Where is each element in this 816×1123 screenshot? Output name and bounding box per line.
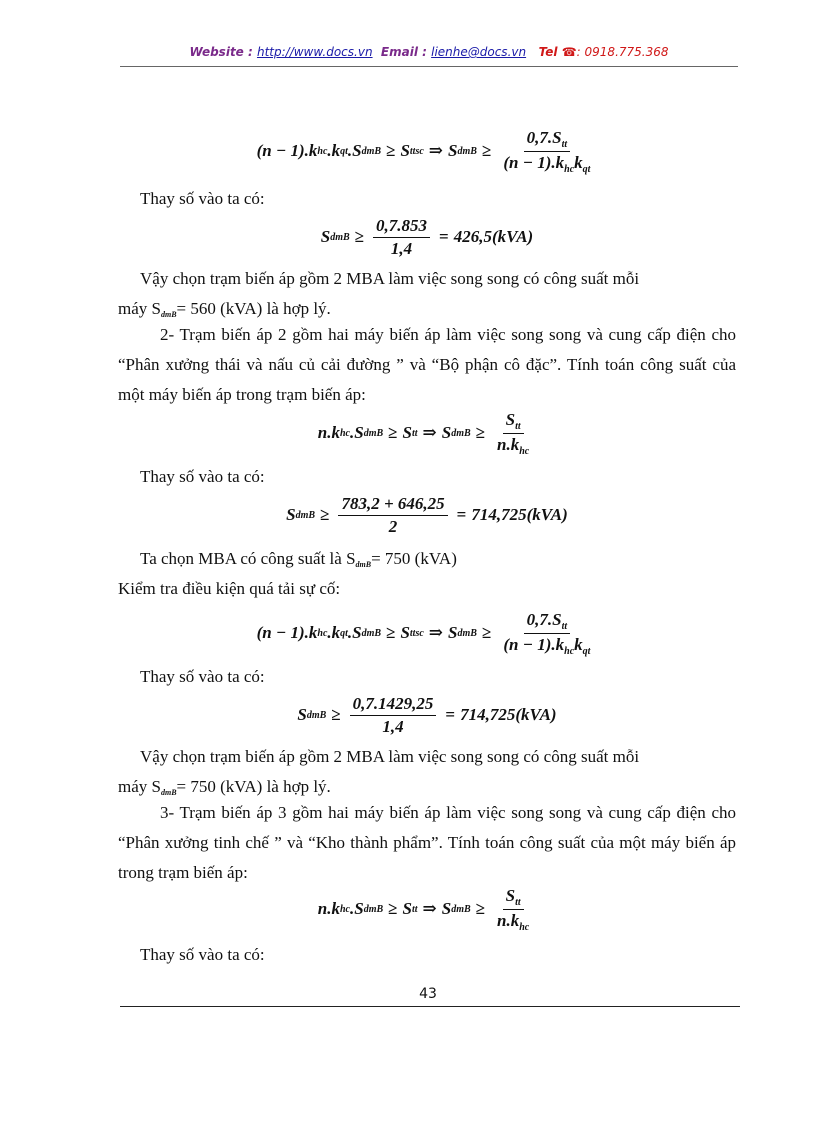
paragraph: Vậy chọn trạm biến áp gồm 2 MBA làm việc song song có công suất mỗi máy SdmB= 560 (kVA) là hợp lý. bbox=[118, 269, 640, 319]
footer-rule bbox=[120, 1006, 740, 1007]
website-link[interactable]: http://www.docs.vn bbox=[256, 45, 373, 59]
email-label: Email bbox=[380, 45, 418, 59]
header-rule bbox=[120, 66, 738, 67]
header-sep: : bbox=[243, 45, 257, 59]
formula-normal-2: n.k hc .S dmB ≥ S tt ⇒ S dmB ≥ $\frac{S_{tt}}{n.k_{hc}}$ bbox=[317, 409, 530, 457]
email-link[interactable]: lienhe@docs.vn bbox=[431, 45, 527, 59]
paragraph: 3- Trạm biến áp 3 gồm hai máy biến áp làm việc song song và cung cấp điện cho “Phân xưởng tinh chế ” và “Kho thành phẩm”. Tính toán công suất của một máy biến áp trong trạm biến áp: bbox=[118, 803, 736, 882]
page-number: 43 bbox=[419, 986, 437, 1002]
formula-overload-2: (n − 1).k hc .k qt .S dmB ≥ S ttsc ⇒ S dmB ≥ $\frac{0,7.S_{tt}}{(n - 1).k_{hc}k_{qt}}$ bbox=[256, 609, 591, 657]
text-line: Kiểm tra điều kiện quá tải sự cố: bbox=[118, 579, 341, 598]
fraction: $\frac{0,7.S_{tt}}{(n - 1).k_{hc}k_{qt}}$ bbox=[503, 127, 591, 175]
formula-calc-3: S dmB ≥ $\frac{0,7.1429,25}{1,4}$ = 714,725(kVA) bbox=[297, 693, 557, 736]
tel-number: : 0918.775.368 bbox=[576, 45, 669, 59]
formula-calc-2: S dmB ≥ $\frac{783,2 + 646,25}{2}$ = 714,725(kVA) bbox=[286, 493, 568, 536]
text-line: Thay số vào ta có: bbox=[140, 667, 265, 686]
paragraph: Vậy chọn trạm biến áp gồm 2 MBA làm việc song song có công suất mỗi máy SdmB= 750 (kVA) là hợp lý. bbox=[118, 747, 640, 797]
phone-icon: ☎ bbox=[561, 45, 577, 59]
formula-normal-3: n.k hc .S dmB ≥ S tt ⇒ S dmB ≥ $\frac{S_{tt}}{n.k_{hc}}$ bbox=[317, 885, 530, 933]
formula-overload-1: (n − 1).k hc .k qt .S dmB ≥ S ttsc ⇒ S dmB ≥ $\frac{0,7.S_{tt}}{(n - 1).k_{hc}k_{qt}}$ bbox=[118, 128, 736, 174]
tel-label: Tel bbox=[538, 45, 558, 59]
header-sep: : bbox=[417, 45, 432, 59]
page-header bbox=[120, 45, 738, 67]
text-line: Thay số vào ta có: bbox=[140, 467, 265, 486]
text-line: Ta chọn MBA có công suất là SdmB= 750 (kVA) bbox=[140, 549, 457, 569]
text-line: Thay số vào ta có: bbox=[140, 189, 265, 208]
website-label: Website bbox=[189, 45, 244, 59]
paragraph: 2- Trạm biến áp 2 gồm hai máy biến áp làm việc song song và cung cấp điện cho “Phân xưởng thái và nấu củ cải đường ” và “Bộ phận cô đặc”. Tính toán công suất của một máy biến áp trong trạm biến áp: bbox=[118, 325, 736, 404]
text-line: Thay số vào ta có: bbox=[140, 945, 265, 964]
formula-calc-1: S dmB ≥ $\frac{0,7.853}{1,4}$ = 426,5(kVA) bbox=[320, 215, 534, 258]
